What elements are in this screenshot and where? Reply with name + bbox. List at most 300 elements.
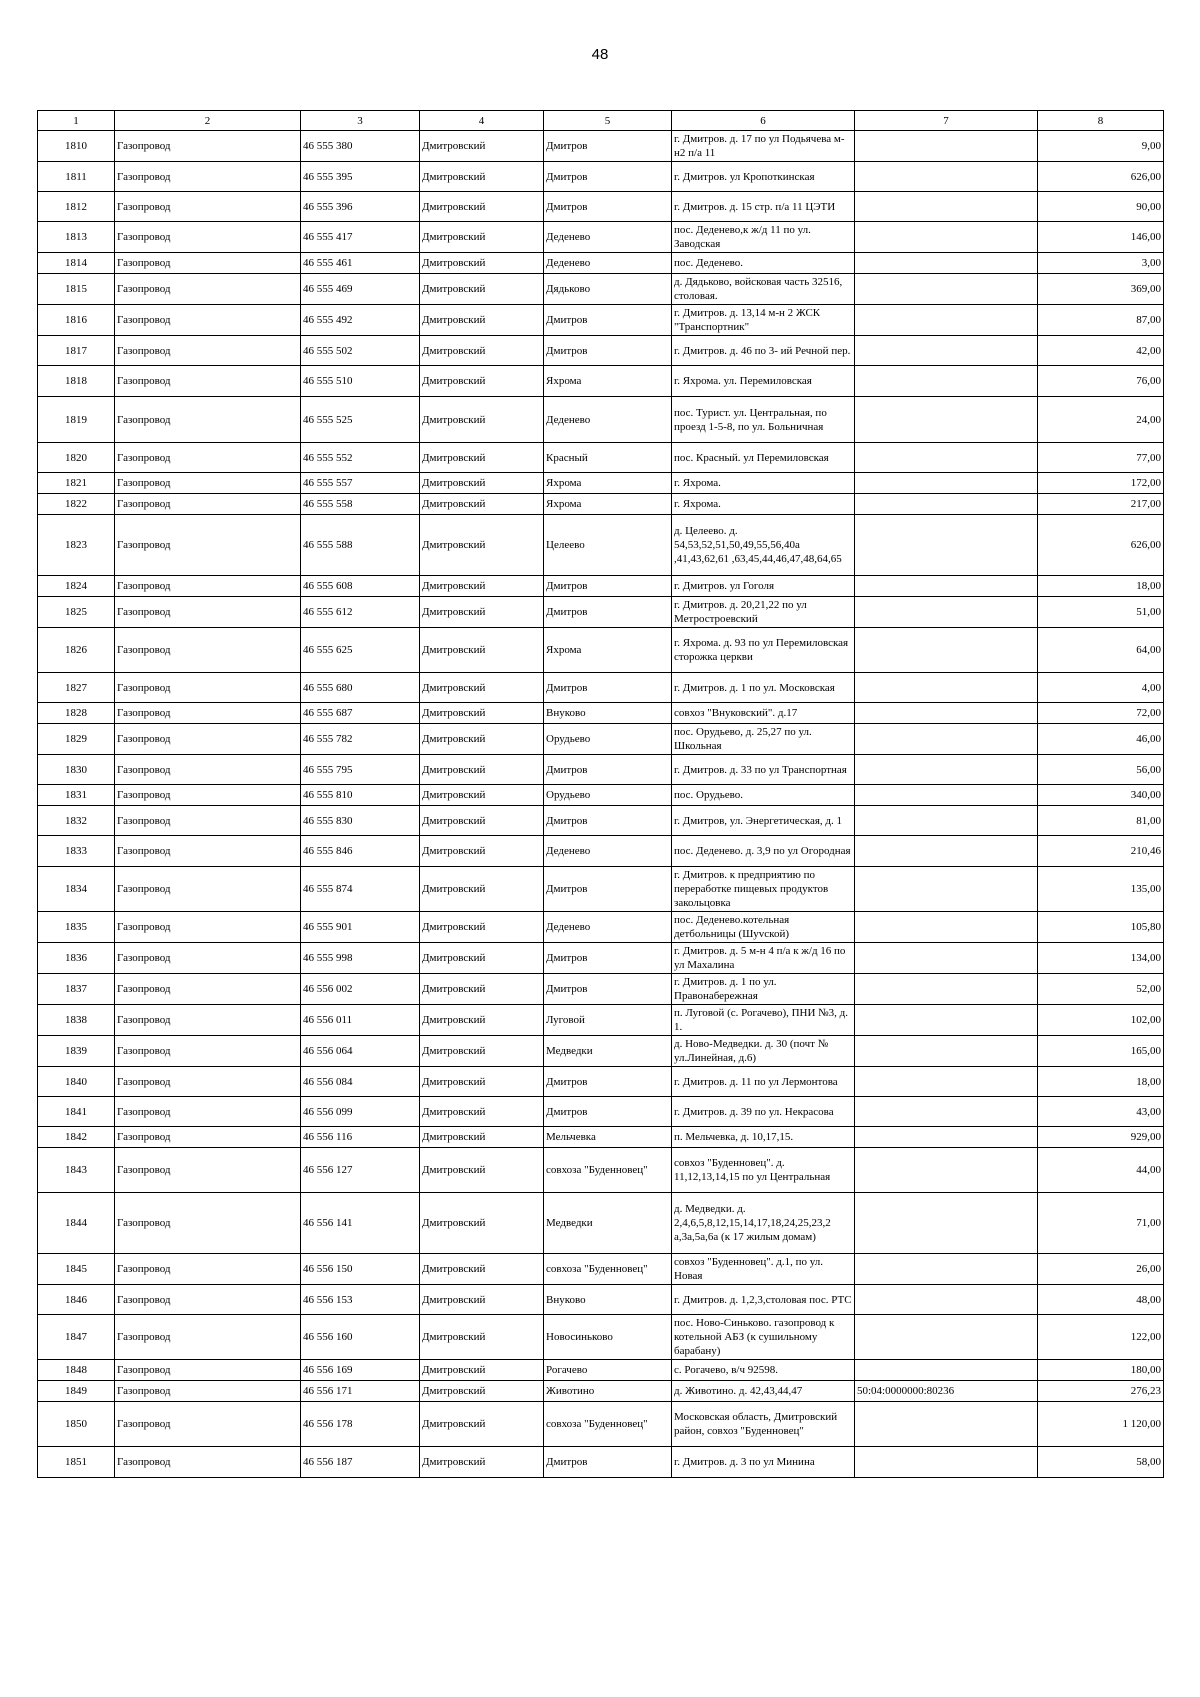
cell-code: 46 555 901 [301, 912, 420, 943]
cell-address: д. Медведки. д. 2,4,6,5,8,12,15,14,17,18,24,25,23,2 а,3а,5а,6а (к 17 жилым домам) [672, 1193, 855, 1254]
cell-address: г. Дмитров. ул Кропоткинская [672, 162, 855, 192]
cell-number: 1822 [38, 494, 115, 515]
cell-value: 52,00 [1038, 974, 1164, 1005]
cell-address: г. Дмитров. д. 1 по ул. Московская [672, 673, 855, 703]
cell-locality: совхоза "Буденновец" [544, 1148, 672, 1193]
cell-value: 18,00 [1038, 1067, 1164, 1097]
table-row [38, 1036, 1164, 1067]
cell-object-type: Газопровод [115, 336, 301, 366]
cell-value: 51,00 [1038, 597, 1164, 628]
cell-code: 46 555 782 [301, 724, 420, 755]
cell-value: 72,00 [1038, 703, 1164, 724]
table-row [38, 912, 1164, 943]
column-header: 1 [38, 111, 115, 131]
cell-number: 1840 [38, 1067, 115, 1097]
cell-cadastral-number [855, 836, 1038, 867]
cell-locality: Деденево [544, 253, 672, 274]
cell-code: 46 556 178 [301, 1402, 420, 1447]
cell-number: 1825 [38, 597, 115, 628]
cell-district: Дмитровский [420, 1148, 544, 1193]
cell-district: Дмитровский [420, 253, 544, 274]
cell-cadastral-number [855, 785, 1038, 806]
cell-object-type: Газопровод [115, 222, 301, 253]
cell-value: 81,00 [1038, 806, 1164, 836]
cell-code: 46 555 625 [301, 628, 420, 673]
cell-code: 46 556 153 [301, 1285, 420, 1315]
table-row [38, 222, 1164, 253]
cell-number: 1819 [38, 397, 115, 443]
cell-cadastral-number [855, 673, 1038, 703]
cell-code: 46 556 150 [301, 1254, 420, 1285]
cell-locality: Деденево [544, 912, 672, 943]
cell-address: д. Целеево. д. 54,53,52,51,50,49,55,56,40а ,41,43,62,61 ,63,45,44,46,47,48,64,65 [672, 515, 855, 576]
cell-value: 369,00 [1038, 274, 1164, 305]
registry-table [37, 110, 1164, 1478]
cell-code: 46 555 492 [301, 305, 420, 336]
cell-address: г. Дмитров. д. 13,14 м-н 2 ЖСК "Транспортник" [672, 305, 855, 336]
table-row [38, 473, 1164, 494]
table-row [38, 755, 1164, 785]
cell-code: 46 556 187 [301, 1447, 420, 1478]
cell-value: 87,00 [1038, 305, 1164, 336]
cell-cadastral-number [855, 131, 1038, 162]
cell-code: 46 555 874 [301, 867, 420, 912]
cell-address: д. Животино. д. 42,43,44,47 [672, 1381, 855, 1402]
cell-value: 626,00 [1038, 162, 1164, 192]
cell-number: 1815 [38, 274, 115, 305]
cell-number: 1839 [38, 1036, 115, 1067]
cell-address: пос. Деденево.котельная детбольницы (Шуvской) [672, 912, 855, 943]
cell-cadastral-number [855, 1005, 1038, 1036]
cell-code: 46 555 612 [301, 597, 420, 628]
column-header: 7 [855, 111, 1038, 131]
cell-object-type: Газопровод [115, 305, 301, 336]
cell-address: совхоз "Буденновец". д. 11,12,13,14,15 по ул Центральная [672, 1148, 855, 1193]
cell-locality: Внуково [544, 703, 672, 724]
cell-number: 1832 [38, 806, 115, 836]
cell-address: г. Дмитров. д. 17 по ул Подьячева м-н2 п/а 11 [672, 131, 855, 162]
table-row [38, 1381, 1164, 1402]
cell-locality: Медведки [544, 1193, 672, 1254]
cell-value: 165,00 [1038, 1036, 1164, 1067]
cell-object-type: Газопровод [115, 1148, 301, 1193]
cell-code: 46 556 064 [301, 1036, 420, 1067]
cell-code: 46 555 396 [301, 192, 420, 222]
cell-object-type: Газопровод [115, 1285, 301, 1315]
cell-district: Дмитровский [420, 131, 544, 162]
cell-number: 1835 [38, 912, 115, 943]
cell-locality: Дмитров [544, 1097, 672, 1127]
cell-address: г. Дмитров. д. 15 стр. п/а 11 ЦЭТИ [672, 192, 855, 222]
cell-district: Дмитровский [420, 836, 544, 867]
cell-district: Дмитровский [420, 1315, 544, 1360]
cell-object-type: Газопровод [115, 597, 301, 628]
cell-locality: Дмитров [544, 1447, 672, 1478]
column-header: 3 [301, 111, 420, 131]
cell-district: Дмитровский [420, 867, 544, 912]
cell-address: совхоз "Буденновец". д.1, по ул. Новая [672, 1254, 855, 1285]
cell-locality: Дмитров [544, 673, 672, 703]
cell-locality: Дмитров [544, 943, 672, 974]
cell-cadastral-number [855, 515, 1038, 576]
cell-locality: Дмитров [544, 974, 672, 1005]
cell-cadastral-number [855, 1402, 1038, 1447]
cell-locality: Орудьево [544, 724, 672, 755]
cell-code: 46 556 116 [301, 1127, 420, 1148]
cell-number: 1849 [38, 1381, 115, 1402]
cell-cadastral-number [855, 397, 1038, 443]
cell-number: 1813 [38, 222, 115, 253]
cell-locality: Деденево [544, 222, 672, 253]
cell-object-type: Газопровод [115, 1005, 301, 1036]
cell-district: Дмитровский [420, 597, 544, 628]
cell-value: 76,00 [1038, 366, 1164, 397]
cell-value: 105,80 [1038, 912, 1164, 943]
cell-cadastral-number [855, 1097, 1038, 1127]
cell-code: 46 555 417 [301, 222, 420, 253]
table-row [38, 131, 1164, 162]
table-row [38, 1005, 1164, 1036]
cell-number: 1838 [38, 1005, 115, 1036]
table-row [38, 366, 1164, 397]
cell-locality: Дмитров [544, 192, 672, 222]
cell-value: 4,00 [1038, 673, 1164, 703]
table-row [38, 1315, 1164, 1360]
cell-address: г. Яхрома. ул. Перемиловская [672, 366, 855, 397]
cell-code: 46 555 998 [301, 943, 420, 974]
cell-locality: Животино [544, 1381, 672, 1402]
cell-code: 46 555 588 [301, 515, 420, 576]
cell-number: 1816 [38, 305, 115, 336]
cell-object-type: Газопровод [115, 1036, 301, 1067]
cell-number: 1826 [38, 628, 115, 673]
cell-locality: Дмитров [544, 131, 672, 162]
cell-object-type: Газопровод [115, 1254, 301, 1285]
cell-cadastral-number [855, 222, 1038, 253]
cell-value: 42,00 [1038, 336, 1164, 366]
cell-code: 46 555 380 [301, 131, 420, 162]
cell-object-type: Газопровод [115, 628, 301, 673]
cell-value: 1 120,00 [1038, 1402, 1164, 1447]
cell-locality: Дмитров [544, 576, 672, 597]
cell-number: 1842 [38, 1127, 115, 1148]
cell-code: 46 555 687 [301, 703, 420, 724]
cell-address: пос. Деденево. д. 3,9 по ул Огородная [672, 836, 855, 867]
cell-cadastral-number [855, 1360, 1038, 1381]
cell-address: г. Дмитров. д. 20,21,22 по ул Метростроевский [672, 597, 855, 628]
cell-code: 46 555 830 [301, 806, 420, 836]
cell-code: 46 556 084 [301, 1067, 420, 1097]
cell-number: 1848 [38, 1360, 115, 1381]
table-row [38, 336, 1164, 366]
cell-object-type: Газопровод [115, 1381, 301, 1402]
cell-cadastral-number [855, 305, 1038, 336]
cell-object-type: Газопровод [115, 836, 301, 867]
cell-district: Дмитровский [420, 305, 544, 336]
cell-object-type: Газопровод [115, 974, 301, 1005]
cell-value: 44,00 [1038, 1148, 1164, 1193]
cell-district: Дмитровский [420, 1381, 544, 1402]
cell-value: 929,00 [1038, 1127, 1164, 1148]
table-row [38, 162, 1164, 192]
cell-locality: Дмитров [544, 305, 672, 336]
cell-district: Дмитровский [420, 1254, 544, 1285]
cell-district: Дмитровский [420, 1005, 544, 1036]
column-header: 2 [115, 111, 301, 131]
cell-code: 46 556 127 [301, 1148, 420, 1193]
cell-value: 340,00 [1038, 785, 1164, 806]
cell-cadastral-number [855, 336, 1038, 366]
cell-address: г. Дмитров. к предприятию по переработке пищевых продуктов закольцовка [672, 867, 855, 912]
cell-cadastral-number [855, 703, 1038, 724]
cell-number: 1812 [38, 192, 115, 222]
cell-number: 1830 [38, 755, 115, 785]
cell-address: г. Яхрома. [672, 494, 855, 515]
cell-value: 64,00 [1038, 628, 1164, 673]
cell-address: г. Дмитров. д. 39 по ул. Некрасова [672, 1097, 855, 1127]
cell-code: 46 555 502 [301, 336, 420, 366]
table-row [38, 305, 1164, 336]
table-row [38, 1097, 1164, 1127]
cell-object-type: Газопровод [115, 397, 301, 443]
cell-code: 46 556 141 [301, 1193, 420, 1254]
cell-number: 1820 [38, 443, 115, 473]
cell-cadastral-number [855, 1285, 1038, 1315]
cell-address: пос. Ново-Синьково. газопровод к котельной АБЗ (к сушильному барабану) [672, 1315, 855, 1360]
cell-address: г. Дмитров. д. 11 по ул Лермонтова [672, 1067, 855, 1097]
cell-value: 18,00 [1038, 576, 1164, 597]
cell-district: Дмитровский [420, 1067, 544, 1097]
table-row [38, 628, 1164, 673]
cell-district: Дмитровский [420, 473, 544, 494]
cell-district: Дмитровский [420, 785, 544, 806]
cell-object-type: Газопровод [115, 806, 301, 836]
table-row [38, 576, 1164, 597]
cell-cadastral-number [855, 724, 1038, 755]
cell-address: пос. Деденево,к ж/д 11 по ул. Заводская [672, 222, 855, 253]
cell-district: Дмитровский [420, 1360, 544, 1381]
cell-value: 135,00 [1038, 867, 1164, 912]
cell-object-type: Газопровод [115, 443, 301, 473]
cell-district: Дмитровский [420, 443, 544, 473]
column-header: 8 [1038, 111, 1164, 131]
cell-number: 1850 [38, 1402, 115, 1447]
cell-address: г. Яхрома. [672, 473, 855, 494]
cell-district: Дмитровский [420, 336, 544, 366]
cell-code: 46 556 160 [301, 1315, 420, 1360]
cell-object-type: Газопровод [115, 912, 301, 943]
cell-cadastral-number [855, 806, 1038, 836]
cell-code: 46 556 002 [301, 974, 420, 1005]
cell-number: 1814 [38, 253, 115, 274]
cell-locality: Дмитров [544, 755, 672, 785]
cell-code: 46 556 169 [301, 1360, 420, 1381]
cell-number: 1821 [38, 473, 115, 494]
table-row [38, 1447, 1164, 1478]
cell-code: 46 555 510 [301, 366, 420, 397]
cell-locality: Новосиньково [544, 1315, 672, 1360]
cell-value: 122,00 [1038, 1315, 1164, 1360]
cell-cadastral-number [855, 597, 1038, 628]
table-row [38, 836, 1164, 867]
cell-cadastral-number [855, 943, 1038, 974]
cell-value: 46,00 [1038, 724, 1164, 755]
cell-code: 46 555 846 [301, 836, 420, 867]
cell-address: пос. Орудьево, д. 25,27 по ул. Школьная [672, 724, 855, 755]
cell-address: г. Дмитров. д. 3 по ул Минина [672, 1447, 855, 1478]
cell-address: г. Яхрома. д. 93 по ул Перемиловская сторожка церкви [672, 628, 855, 673]
table-row [38, 192, 1164, 222]
cell-locality: Яхрома [544, 473, 672, 494]
cell-cadastral-number [855, 1067, 1038, 1097]
cell-cadastral-number [855, 366, 1038, 397]
cell-address: г. Дмитров. ул Гоголя [672, 576, 855, 597]
cell-code: 46 555 810 [301, 785, 420, 806]
cell-district: Дмитровский [420, 274, 544, 305]
table-row [38, 974, 1164, 1005]
cell-cadastral-number [855, 253, 1038, 274]
cell-cadastral-number: 50:04:0000000:80236 [855, 1381, 1038, 1402]
page-number: 48 [591, 46, 609, 63]
cell-district: Дмитровский [420, 397, 544, 443]
table-row [38, 597, 1164, 628]
cell-address: с. Рогачево, в/ч 92598. [672, 1360, 855, 1381]
table-row [38, 1360, 1164, 1381]
table-row [38, 1067, 1164, 1097]
cell-object-type: Газопровод [115, 494, 301, 515]
table-row [38, 443, 1164, 473]
cell-district: Дмитровский [420, 1127, 544, 1148]
cell-cadastral-number [855, 1127, 1038, 1148]
cell-code: 46 555 469 [301, 274, 420, 305]
cell-cadastral-number [855, 912, 1038, 943]
table-row [38, 253, 1164, 274]
cell-address: г. Дмитров. д. 1,2,3,столовая пос. РТС [672, 1285, 855, 1315]
cell-value: 134,00 [1038, 943, 1164, 974]
cell-object-type: Газопровод [115, 943, 301, 974]
cell-locality: Деденево [544, 397, 672, 443]
cell-value: 48,00 [1038, 1285, 1164, 1315]
cell-locality: Внуково [544, 1285, 672, 1315]
cell-cadastral-number [855, 628, 1038, 673]
cell-code: 46 555 395 [301, 162, 420, 192]
cell-object-type: Газопровод [115, 724, 301, 755]
cell-object-type: Газопровод [115, 1067, 301, 1097]
cell-address: пос. Деденево. [672, 253, 855, 274]
cell-code: 46 555 557 [301, 473, 420, 494]
cell-code: 46 555 795 [301, 755, 420, 785]
cell-number: 1823 [38, 515, 115, 576]
cell-value: 90,00 [1038, 192, 1164, 222]
table-row [38, 806, 1164, 836]
cell-number: 1845 [38, 1254, 115, 1285]
cell-locality: Мельчевка [544, 1127, 672, 1148]
table-row [38, 673, 1164, 703]
cell-district: Дмитровский [420, 703, 544, 724]
cell-cadastral-number [855, 1315, 1038, 1360]
cell-locality: совхоза "Буденновец" [544, 1402, 672, 1447]
cell-value: 58,00 [1038, 1447, 1164, 1478]
cell-locality: совхоза "Буденновец" [544, 1254, 672, 1285]
cell-number: 1851 [38, 1447, 115, 1478]
cell-locality: Деденево [544, 836, 672, 867]
cell-locality: Дмитров [544, 162, 672, 192]
cell-value: 56,00 [1038, 755, 1164, 785]
cell-number: 1811 [38, 162, 115, 192]
table-row [38, 1402, 1164, 1447]
cell-object-type: Газопровод [115, 1097, 301, 1127]
cell-value: 102,00 [1038, 1005, 1164, 1036]
cell-object-type: Газопровод [115, 1315, 301, 1360]
table-row [38, 867, 1164, 912]
cell-object-type: Газопровод [115, 473, 301, 494]
cell-object-type: Газопровод [115, 867, 301, 912]
header-row [38, 111, 1164, 131]
table-row [38, 703, 1164, 724]
cell-cadastral-number [855, 1254, 1038, 1285]
cell-district: Дмитровский [420, 515, 544, 576]
cell-code: 46 555 525 [301, 397, 420, 443]
cell-object-type: Газопровод [115, 755, 301, 785]
cell-cadastral-number [855, 274, 1038, 305]
cell-cadastral-number [855, 162, 1038, 192]
cell-district: Дмитровский [420, 192, 544, 222]
cell-district: Дмитровский [420, 628, 544, 673]
cell-locality: Дмитров [544, 597, 672, 628]
cell-code: 46 555 558 [301, 494, 420, 515]
cell-district: Дмитровский [420, 806, 544, 836]
table-row [38, 274, 1164, 305]
cell-district: Дмитровский [420, 576, 544, 597]
cell-cadastral-number [855, 443, 1038, 473]
cell-object-type: Газопровод [115, 673, 301, 703]
cell-address: г. Дмитров. д. 46 по 3- ий Речной пер. [672, 336, 855, 366]
cell-object-type: Газопровод [115, 1127, 301, 1148]
table-row [38, 397, 1164, 443]
column-header: 6 [672, 111, 855, 131]
cell-value: 217,00 [1038, 494, 1164, 515]
cell-cadastral-number [855, 192, 1038, 222]
cell-district: Дмитровский [420, 1036, 544, 1067]
table-row [38, 515, 1164, 576]
cell-value: 3,00 [1038, 253, 1164, 274]
cell-object-type: Газопровод [115, 1360, 301, 1381]
cell-district: Дмитровский [420, 1097, 544, 1127]
cell-value: 24,00 [1038, 397, 1164, 443]
table-row [38, 1254, 1164, 1285]
cell-number: 1847 [38, 1315, 115, 1360]
cell-district: Дмитровский [420, 494, 544, 515]
cell-code: 46 555 552 [301, 443, 420, 473]
cell-code: 46 556 171 [301, 1381, 420, 1402]
cell-address: г. Дмитров. д. 1 по ул. Правонабережная [672, 974, 855, 1005]
cell-number: 1827 [38, 673, 115, 703]
cell-address: пос. Красный. ул Перемиловская [672, 443, 855, 473]
cell-cadastral-number [855, 974, 1038, 1005]
cell-locality: Яхрома [544, 628, 672, 673]
table-row [38, 943, 1164, 974]
cell-locality: Дмитров [544, 867, 672, 912]
cell-number: 1810 [38, 131, 115, 162]
cell-value: 276,23 [1038, 1381, 1164, 1402]
cell-district: Дмитровский [420, 1193, 544, 1254]
column-header: 5 [544, 111, 672, 131]
cell-locality: Дмитров [544, 336, 672, 366]
cell-locality: Яхрома [544, 494, 672, 515]
cell-value: 180,00 [1038, 1360, 1164, 1381]
cell-number: 1834 [38, 867, 115, 912]
cell-district: Дмитровский [420, 912, 544, 943]
